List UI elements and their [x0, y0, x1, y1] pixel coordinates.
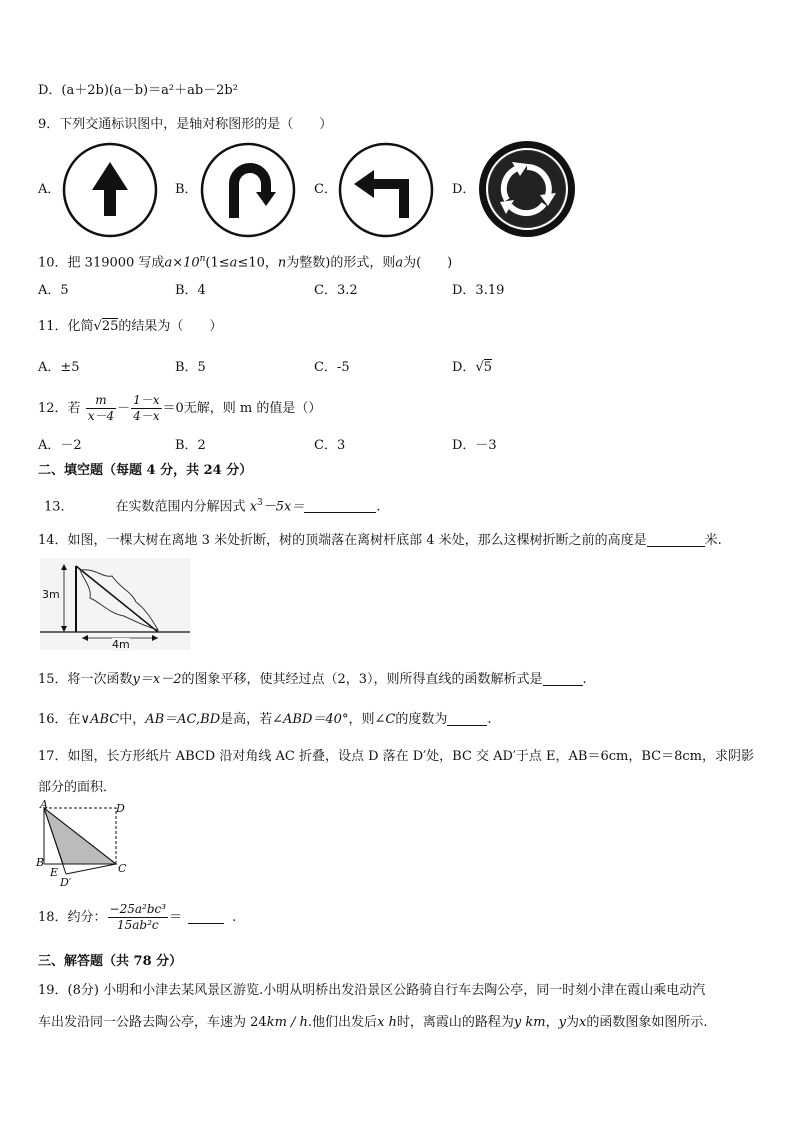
- point-e-label: E: [50, 866, 59, 879]
- section-2-heading: 二、填空题（每题 4 分，共 24 分）: [38, 463, 253, 478]
- q10-option-d: D．3.19: [452, 283, 505, 298]
- q12-option-c: C．3: [314, 438, 346, 453]
- q14: 14．如图，一棵大树在离地 3 米处折断，树的顶端落在离树杆底部 4 米处，那么这棵树折断之前的高度是 米.: [38, 533, 722, 548]
- q11-option-d: D．√5: [452, 360, 493, 375]
- broken-tree-figure: [40, 558, 190, 654]
- q18: 18．约分： $\frac{\text{−25a²bc³}}{\text{15ab²c}}$ ＝ .: [38, 902, 237, 932]
- point-d-label: D: [116, 802, 125, 815]
- answer-blank[interactable]: [304, 498, 376, 513]
- q19-line-1: 19．(8分) 小明和小津去某风景区游览.小明从明桥出发沿景区公路骑自行车去陶公亭，同一时刻小津在霞山乘电动汽: [38, 983, 706, 998]
- distance-label: 4m: [112, 638, 130, 651]
- q10-option-c: C．3.2: [314, 283, 358, 298]
- q16: 16．在∨ABC中，AB＝AC,BD是高，若∠ABD＝40°，则∠C的度数为 .: [38, 712, 492, 727]
- q12-option-d: D．－3: [452, 438, 497, 453]
- fraction-2: $\frac{1-x}{4-x}$: [133, 393, 160, 423]
- answer-blank[interactable]: [447, 711, 487, 726]
- q17-line-1: 17．如图，长方形纸片 ABCD 沿对角线 AC 折叠，设点 D 落在 D′处，BC 交 AD′于点 E，AB＝6cm，BC＝8cm，求阴影: [38, 749, 754, 764]
- q17-line-2: 部分的面积．: [38, 780, 117, 795]
- point-c-label: C: [118, 862, 127, 875]
- triangle-symbol: ∨: [80, 712, 91, 727]
- answer-blank[interactable]: [543, 671, 583, 686]
- straight-arrow-sign-icon: [62, 142, 158, 242]
- section-3-heading: 三、解答题（共 78 分）: [38, 954, 183, 969]
- roundabout-sign-icon: [478, 140, 576, 242]
- u-turn-sign-icon: [200, 142, 296, 242]
- q19-line-2: 车出发沿同一公路去陶公亭，车速为 24km / h.他们出发后x h时，离霞山的路程为y km，y为x的函数图象如图所示.: [38, 1015, 708, 1030]
- answer-blank[interactable]: [647, 532, 705, 547]
- q11-stem: 11．化简√25的结果为（ ）: [38, 319, 223, 334]
- q9-option-a-label: A．: [38, 182, 61, 197]
- q11-option-c: C．-5: [314, 360, 350, 375]
- q15: 15．将一次函数y＝x－2的图象平移，使其经过点（2，3），则所得直线的函数解析式是 .: [38, 672, 587, 687]
- q11-option-a: A．±5: [38, 360, 80, 375]
- left-turn-sign-icon: [338, 142, 434, 242]
- sqrt-icon: √: [93, 319, 102, 334]
- answer-blank[interactable]: [188, 909, 224, 924]
- folded-rectangle-figure: [36, 798, 136, 894]
- q10-option-b: B．4: [175, 283, 206, 298]
- point-b-label: B: [36, 856, 45, 869]
- fraction: $\frac{\text{−25a²bc³}}{\text{15ab²c}}$: [109, 902, 167, 932]
- q12-option-a: A．－2: [38, 438, 82, 453]
- height-label: 3m: [42, 588, 60, 601]
- q13: 13． 在实数范围内分解因式 $x^3-5x=$ .: [44, 498, 381, 515]
- point-d-prime-label: D′: [60, 876, 72, 889]
- q12-option-b: B．2: [175, 438, 206, 453]
- q9-option-d-label: D．: [452, 182, 476, 197]
- sqrt-icon: √: [475, 360, 484, 375]
- point-a-label: A: [40, 798, 48, 811]
- q9-stem: 9．下列交通标识图中，是轴对称图形的是（ ）: [38, 117, 333, 132]
- fraction-1: $\frac{m}{x-4}$: [87, 393, 115, 423]
- q10-stem: 10．把 319000 写成$a\times 10^n(1\le a\le 10$，n为整数)的形式，则a为( ): [38, 254, 453, 271]
- q9-option-c-label: C．: [314, 182, 337, 197]
- q11-option-b: B．5: [175, 360, 206, 375]
- q9-option-b-label: B．: [175, 182, 198, 197]
- q10-option-a: A．5: [38, 283, 69, 298]
- q12-stem: 12．若 $\frac{m}{x-4}$ － $\frac{1-x}{4-x}$ ＝0无解，则 m 的值是（）: [38, 393, 322, 423]
- q8-option-d: D．(a＋2b)(a－b)＝a²＋ab－2b²: [38, 83, 238, 98]
